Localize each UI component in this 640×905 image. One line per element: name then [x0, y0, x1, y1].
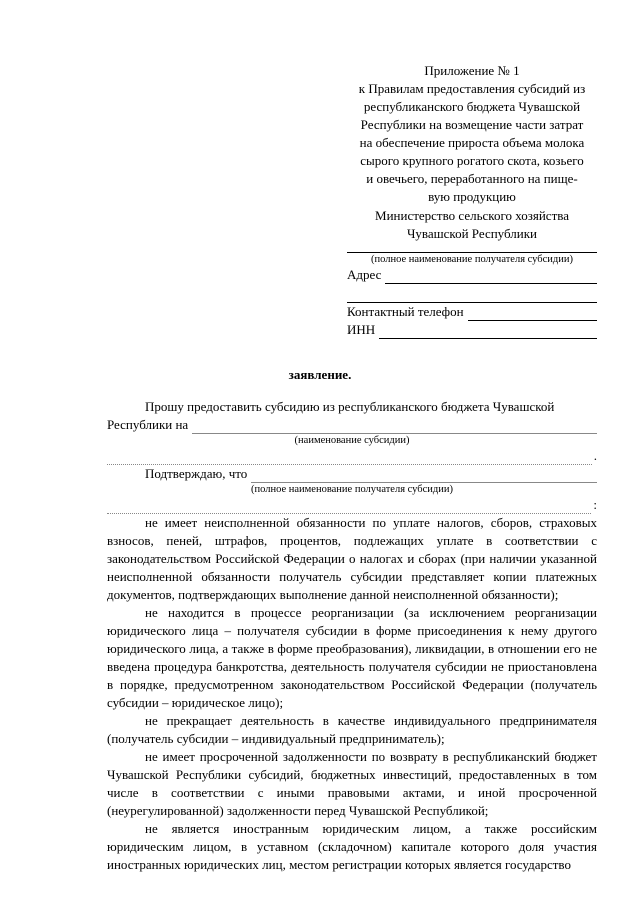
- confirm-label: Подтверждаю, что: [145, 466, 248, 481]
- appendix-block: [347, 62, 597, 206]
- appendix-title: Приложение № 1: [424, 63, 520, 78]
- address-field-line-2[interactable]: [347, 284, 597, 303]
- condition-paragraph: не имеет просроченной задолженности по возврату в республиканский бюджет Чувашской Республики субсидий, бюджетных инвестиций, предоставленных в том числе в соответствии с иными правовыми актами, и иной просроченной (неурегулированной) задолженности перед Чувашской Республикой;: [107, 749, 597, 818]
- ministry-line-2: Чувашской Республики: [406, 226, 538, 241]
- recipient-name-field[interactable]: [347, 238, 597, 253]
- subsidy-name-field-2[interactable]: [107, 450, 592, 465]
- recipient-name-caption: (полное наименование получателя субсидии): [371, 254, 573, 265]
- appendix-line: на обеспечение прироста объема молока: [359, 135, 585, 150]
- phone-field[interactable]: [468, 306, 597, 321]
- ministry-line-1: Министерство сельского хозяйства: [375, 208, 569, 223]
- subsidy-row: [107, 416, 597, 434]
- inn-row: [347, 321, 597, 339]
- subsidy-end-dot: .: [593, 448, 597, 463]
- appendix-line: сырого крупного рогатого скота, козьего: [360, 153, 584, 168]
- subsidy-continuation-row: [107, 447, 597, 465]
- document-heading: заявление.: [288, 367, 352, 382]
- appendix-line: Республики на возмещение части затрат: [360, 117, 584, 132]
- confirm-row: [107, 465, 597, 483]
- confirm-continuation-row: [107, 496, 597, 514]
- appendix-line: и овечьего, переработанного на пище-: [366, 171, 578, 186]
- appendix-line: республиканского бюджета Чувашской: [363, 99, 581, 114]
- confirm-end-colon: :: [593, 497, 597, 512]
- confirm-name-field-2[interactable]: [107, 499, 591, 514]
- condition-paragraph: не является иностранным юридическим лицом, а также российским юридическим лицом, в уставном (складочном) капитале которого доля участия иностранных юридических лиц, местом регистрации которых является государство: [107, 821, 597, 872]
- appendix-text: [347, 80, 597, 206]
- condition-paragraph: не прекращает деятельность в качестве индивидуального предпринимателя (получатель субсидии – индивидуальный предприниматель);: [107, 713, 597, 746]
- inn-label: ИНН: [347, 322, 376, 337]
- address-row: [347, 266, 597, 284]
- subsidy-caption: (наименование субсидии): [294, 435, 410, 446]
- appendix-line: вую продукцию: [428, 189, 516, 204]
- request-label: Республики на: [107, 417, 189, 432]
- condition-paragraph: не находится в процессе реорганизации (за исключением реорганизации юридического лица – получателя субсидии в форме присоединения к нему другого юридического лица, а также в форме преобразования), ликвидации, в отношении его не введена процедура банкротства, деятельность получателя субсидии не приостановлена в порядке, предусмотренном законодательством Российской Федерации (получатель субсидии – юридическое лицо);: [107, 605, 597, 710]
- confirm-name-field[interactable]: [251, 468, 597, 483]
- subsidy-name-field[interactable]: [192, 419, 597, 434]
- address-field[interactable]: [385, 269, 597, 284]
- address-label: Адрес: [347, 267, 382, 282]
- phone-row: [347, 303, 597, 321]
- condition-paragraph: не имеет неисполненной обязанности по уплате налогов, сборов, страховых взносов, пеней, штрафов, процентов, подлежащих уплате в соответствии с законодательством Российской Федерации о налогах и сборах (при наличии указанной неисполненной обязанности получатель субсидии представляет копии платежных документов, подтверждающих выполнение данной неисполненной обязанности);: [107, 515, 597, 602]
- confirm-caption: (полное наименование получателя субсидии): [251, 484, 453, 495]
- appendix-line: к Правилам предоставления субсидий из: [358, 81, 586, 96]
- document-body: [107, 398, 597, 874]
- inn-field[interactable]: [379, 324, 597, 339]
- phone-label: Контактный телефон: [347, 304, 464, 319]
- recipient-block: [347, 238, 597, 339]
- request-line-1: Прошу предоставить субсидию из республиканского бюджета Чувашской: [145, 399, 555, 414]
